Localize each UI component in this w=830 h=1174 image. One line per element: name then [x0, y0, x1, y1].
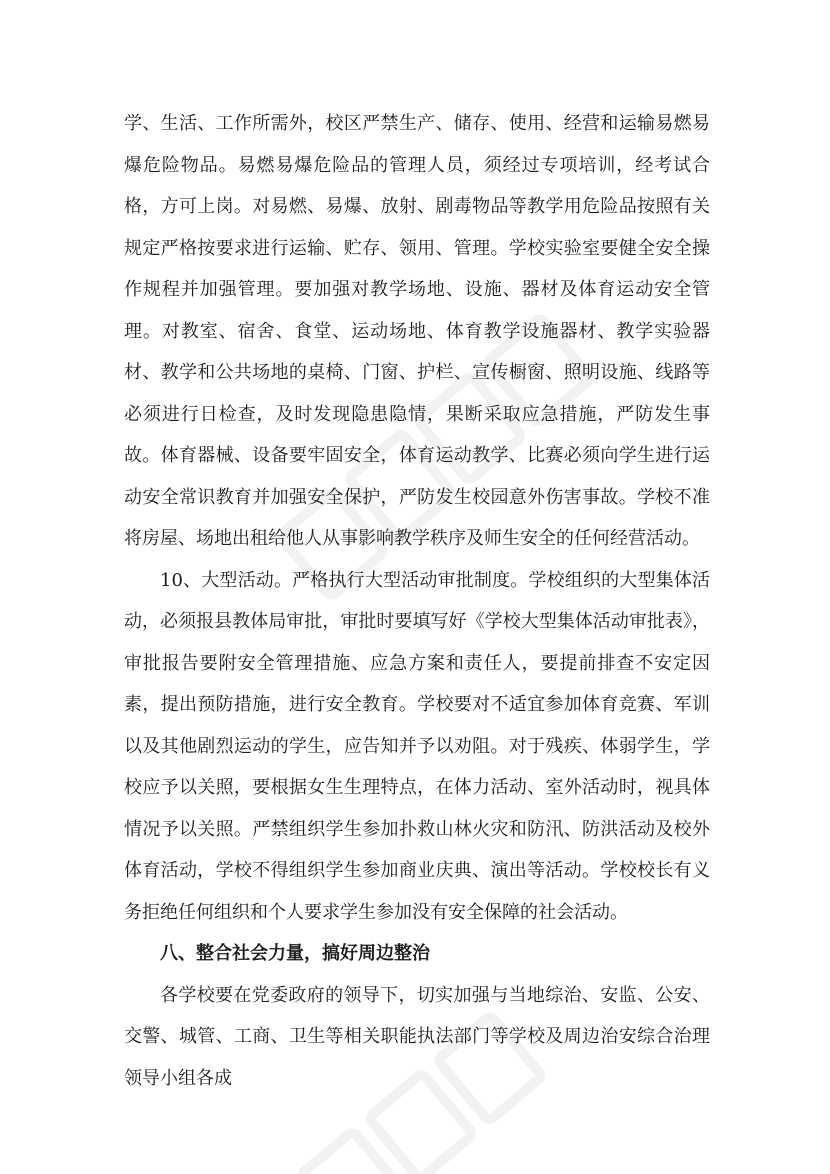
- section-heading-8: 八、整合社会力量，搞好周边整治: [160, 943, 430, 964]
- paragraph-continuation: 学、生活、工作所需外，校区严禁生产、储存、使用、经营和运输易燃易爆危险物品。易燃易爆危险品的管理人员，须经过专项培训，经考试合格，方可上岗。对易燃、易爆、放射、剧毒物品等教学用危险品按照有关规定严格按要求进行运输、贮存、领用、管理。学校实验室要健全安全操作规程并加强管理。要加强对教学场地、设施、器材及体育运动安全管理。对教室、宿舍、食堂、运动场地、体育教学设施器材、教学实验器材、教学和公共场地的桌椅、门窗、护栏、宣传橱窗、照明设施、线路等必须进行日检查，及时发现隐患隐情，果断采取应急措施，严防发生事故。体育器械、设备要牢固安全，体育运动教学、比赛必须向学生进行运动安全常识教育并加强安全保护，严防发生校园意外伤害事故。学校不准将房屋、场地出租给他人从事影响教学秩序及师生安全的任何经营活动。: [124, 113, 710, 549]
- paragraph-item-10: 10、大型活动。严格执行大型活动审批制度。学校组织的大型集体活动，必须报县教体局审批，审批时要填写好《学校大型集体活动审批表》，审批报告要附安全管理措施、应急方案和责任人，要提前排查不安定因素，提出预防措施，进行安全教育。学校要对不适宜参加体育竞赛、军训以及其他剧烈运动的学生，应告知并予以劝阻。对于残疾、体弱学生，学校应予以关照，要根据女生生理特点，在体力活动、室外活动时，视具体情况予以关照。严禁组织学生参加扑救山林火灾和防汛、防洪活动及校外体育活动，学校不得组织学生参加商业庆典、演出等活动。学校校长有义务拒绝任何组织和个人要求学生参加没有安全保障的社会活动。: [124, 569, 710, 923]
- document-body: [124, 103, 710, 1099]
- paragraph-body: 各学校要在党委政府的领导下，切实加强与当地综治、安监、公安、交警、城管、工商、卫生等相关职能执法部门等学校及周边治安综合治理领导小组各成: [124, 984, 710, 1089]
